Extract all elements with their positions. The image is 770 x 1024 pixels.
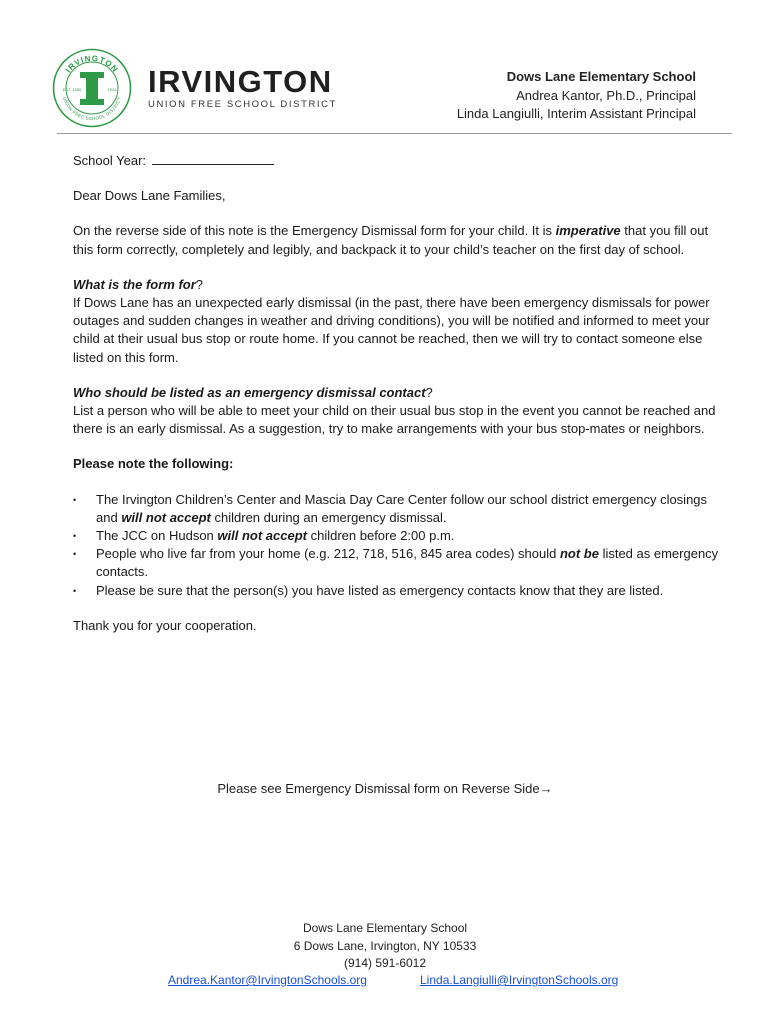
notes-heading: Please note the following: bbox=[73, 456, 234, 472]
district-wordmark bbox=[148, 66, 337, 110]
greeting: Dear Dows Lane Families, bbox=[73, 188, 226, 204]
district-subtitle: UNION FREE SCHOOL DISTRICT bbox=[148, 99, 338, 110]
footer-school-name: Dows Lane Elementary School bbox=[302, 921, 468, 935]
school-year-label: School Year: bbox=[73, 153, 147, 168]
logo-bottom-text: UNION FREE SCHOOL DISTRICT bbox=[61, 96, 123, 122]
assistant-principal-name: Linda Langiulli, Interim Assistant Principal bbox=[456, 106, 696, 121]
logo-left-text: EST. 1855 bbox=[62, 87, 82, 92]
thank-you-line: Thank you for your cooperation. bbox=[73, 617, 257, 633]
principal-email-link[interactable]: Andrea.Kantor@IrvingtonSchools.org bbox=[168, 973, 367, 987]
list-item: • Please be sure that the person(s) you have listed as emergency contacts know that they are listed. bbox=[73, 582, 723, 600]
imperative-emphasis: imperative bbox=[555, 223, 621, 239]
logo-arc-text: IRVINGTON bbox=[63, 53, 121, 75]
principal-name: Andrea Kantor, Ph.D., Principal bbox=[516, 87, 696, 103]
district-name: IRVINGTON bbox=[148, 64, 333, 99]
list-item: • People who live far from your home (e.g. 212, 718, 516, 845 area codes) should not be listed as emergency contacts. bbox=[73, 545, 723, 581]
list-item: • The JCC on Hudson will not accept children before 2:00 p.m. bbox=[73, 527, 723, 545]
question-form-purpose: What is the form for? bbox=[73, 276, 204, 292]
svg-text:IRVINGTON bbox=[64, 54, 120, 75]
reverse-side-note: Please see Emergency Dismissal form on Reverse Side→ bbox=[217, 781, 553, 796]
school-header-block bbox=[457, 68, 696, 124]
intro-paragraph: On the reverse side of this note is the Emergency Dismissal form for your child. It is imperative that you fill out this form correctly, completely and legibly, and backpack it to your child’s teacher on the first day of school. bbox=[73, 223, 709, 257]
footer-phone: (914) 591-6012 bbox=[343, 956, 427, 970]
letter-body bbox=[73, 152, 723, 635]
logo-right-text: 1924 bbox=[107, 87, 117, 92]
school-year-line bbox=[73, 152, 723, 170]
header-divider bbox=[57, 133, 732, 134]
district-seal-logo bbox=[52, 48, 132, 128]
list-item: • The Irvington Children’s Center and Mascia Day Care Center follow our school district emergency closings and will not accept children during an emergency dismissal. bbox=[73, 491, 723, 527]
school-year-blank[interactable] bbox=[152, 152, 274, 165]
answer-contact: List a person who will be able to meet your child on their usual bus stop in the event you cannot be reached and there is an early dismissal. As a suggestion, try to make arrangements with your bus stop-mates or neighbors. bbox=[73, 403, 716, 437]
assistant-email-link[interactable]: Linda.Langiulli@IrvingtonSchools.org bbox=[420, 973, 619, 987]
notes-list bbox=[73, 491, 723, 600]
school-name: Dows Lane Elementary School bbox=[506, 69, 696, 84]
footer-street-address: 6 Dows Lane, Irvington, NY 10533 bbox=[293, 938, 477, 953]
footer-address bbox=[0, 920, 770, 973]
question-contact: Who should be listed as an emergency dismissal contact? bbox=[73, 384, 433, 400]
answer-form-purpose: If Dows Lane has an unexpected early dismissal (in the past, there have been emergency dismissals for power outages and sudden changes in weather and driving conditions), you will be notified and informed to meet your child at their usual bus stop or route home. If you cannot be reached, then we will try to contact someone else listed on this form. bbox=[73, 295, 710, 365]
